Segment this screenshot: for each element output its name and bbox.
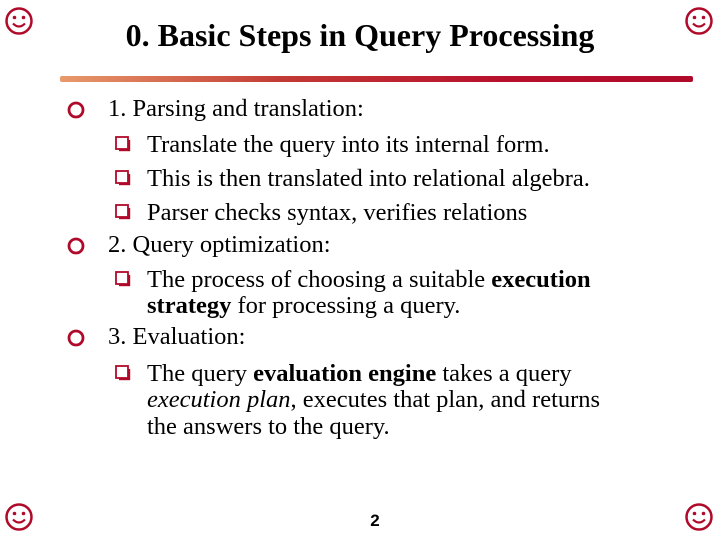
hollow-circle-bullet-icon xyxy=(64,97,88,121)
parsing-bullet-translate: Translate the query into its internal form. xyxy=(147,131,550,158)
evaluation-text-3: , executes that plan, and returns xyxy=(290,386,601,413)
smiley-face-icon xyxy=(684,6,714,36)
section-heading-parsing: 1. Parsing and translation: xyxy=(108,95,364,122)
section-heading-optimization: 2. Query optimization: xyxy=(108,231,331,258)
slide-title: 0. Basic Steps in Query Processing xyxy=(125,17,595,53)
evaluation-bullet-line1 xyxy=(147,360,572,388)
page-number: 2 xyxy=(370,511,380,530)
parsing-bullet-algebra: This is then translated into relational algebra. xyxy=(147,165,590,192)
smiley-face-icon xyxy=(4,502,34,532)
hollow-square-bullet-icon xyxy=(114,270,132,288)
optimization-text: The process of choosing a suitable xyxy=(147,266,492,293)
evaluation-text-2: takes a query xyxy=(436,360,572,387)
evaluation-text: The query xyxy=(147,360,254,387)
hollow-square-bullet-icon xyxy=(114,169,132,187)
hollow-square-bullet-icon xyxy=(114,203,132,221)
optimization-text-end: for processing a query. xyxy=(231,292,461,319)
title-divider xyxy=(60,76,693,82)
hollow-square-bullet-icon xyxy=(114,364,132,382)
optimization-bullet-line2 xyxy=(147,292,460,320)
evaluation-bullet-line3: the answers to the query. xyxy=(147,413,390,440)
execution-plan-term: execution plan xyxy=(147,386,291,413)
smiley-face-icon xyxy=(684,502,714,532)
optimization-bullet-line1 xyxy=(147,266,591,294)
hollow-square-bullet-icon xyxy=(114,135,132,153)
strategy-term: strategy xyxy=(147,292,232,319)
smiley-face-icon xyxy=(4,6,34,36)
hollow-circle-bullet-icon xyxy=(64,325,88,349)
execution-term: execution xyxy=(491,266,591,293)
section-heading-evaluation: 3. Evaluation: xyxy=(108,323,246,350)
hollow-circle-bullet-icon xyxy=(64,233,88,257)
parsing-bullet-syntax: Parser checks syntax, verifies relations xyxy=(147,199,528,226)
evaluation-bullet-line2 xyxy=(147,386,600,414)
evaluation-engine-term: evaluation engine xyxy=(253,360,437,387)
